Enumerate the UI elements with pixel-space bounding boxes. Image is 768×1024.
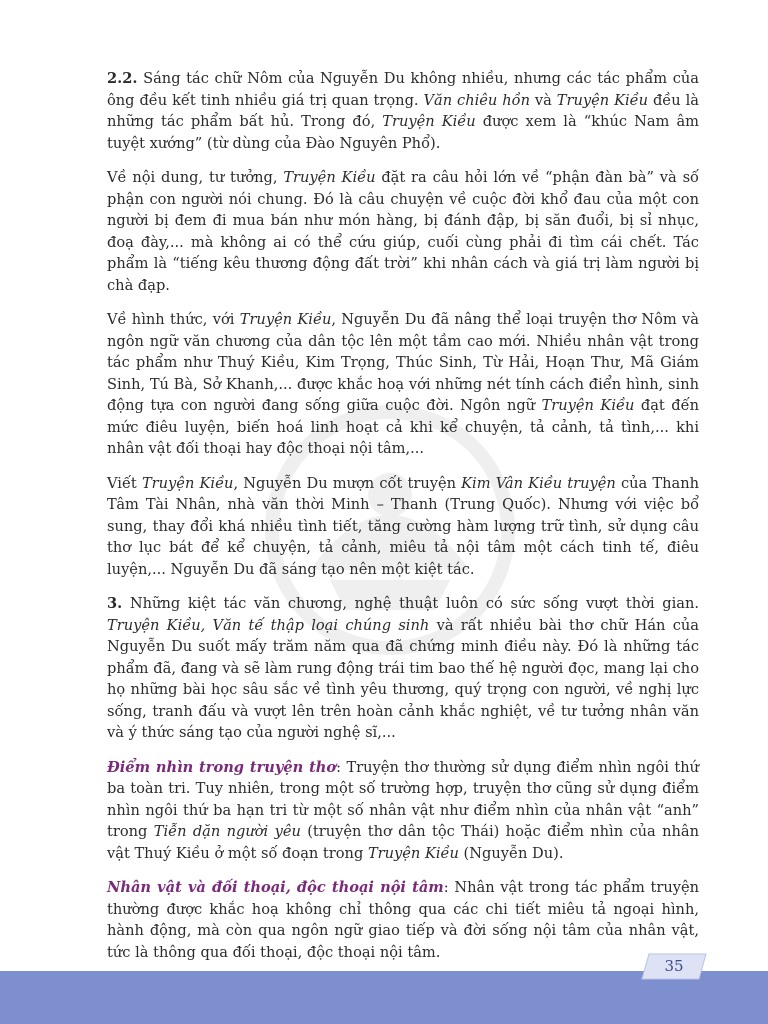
text-run: và rất nhiều bài thơ chữ Hán của Nguyễn Du suốt mấy trăm năm qua đã chứng minh điều này. Đó là những tác phẩm đã, đang và sẽ làm rung động trái tim bao thế hệ người đọc, mang lại cho họ những bài học sâu sắc về tình yêu thương, quý trọng con người, về nghị lực sống, tranh đấu và vượt lên trên hoàn cảnh khắc nghiệt, về tư tưởng nhân văn và ý thức sáng tạo của người nghệ sĩ,...	[107, 616, 699, 741]
work-title: Truyện Kiều	[239, 311, 332, 328]
work-title: Văn chiêu hồn	[423, 91, 530, 109]
section-number: 2.2.	[107, 70, 138, 87]
text-run: Những kiệt tác văn chương, nghệ thuật luôn có sức sống vượt thời gian.	[122, 595, 699, 612]
paragraph-origin	[107, 473, 699, 581]
section-number: 3.	[107, 595, 123, 612]
text-run: (truyện thơ dân tộc Thái) hoặc điểm nhìn của nhân vật Thuý Kiều ở một số đoạn trong	[107, 823, 699, 862]
work-title: Truyện Kiều	[367, 844, 459, 862]
work-title: Tiễn dặn người yêu	[153, 823, 301, 840]
text-run: , Nguyễn Du mượn cốt truyện	[233, 474, 462, 492]
text-run: đạt đến mức điêu luyện, biến hoá linh hoạt cả khi kể chuyện, tả cảnh, tả tình,... khi nhân vật đối thoại hay độc thoại nội tâm,...	[107, 397, 699, 457]
main-text	[107, 68, 699, 976]
work-title: Truyện Kiều	[541, 397, 635, 414]
text-run: , Nguyễn Du đã nâng thể loại truyện thơ Nôm và ngôn ngữ văn chương của dân tộc lên một tầm cao mới. Nhiều nhân vật trong tác phẩm như Thuý Kiều, Kim Trọng, Thúc Sinh, Từ Hải, Hoạn Thư, Mã Giám Sinh, Tú Bà, Sở Khanh,... được khắc hoạ với những nét tính cách điển hình, sinh động tựa con người đang sống giữa cuộc đời. Ngôn ngữ	[107, 311, 699, 414]
text-run: : Truyện thơ thường sử dụng điểm nhìn ngôi thứ ba toàn tri. Tuy nhiên, trong một số trường hợp, truyện thơ cũng sử dụng điểm nhìn ngôi thứ ba hạn tri từ một số nhân vật như điểm nhìn của nhân vật “anh” trong	[107, 758, 700, 840]
term-heading: Nhân vật và đối thoại, độc thoại nội tâm	[107, 879, 444, 896]
paragraph-point-of-view	[107, 757, 699, 865]
paragraph-form	[107, 309, 699, 460]
text-run: được xem là “khúc Nam âm tuyệt xướng” (từ dùng của Đào Nguyên Phổ).	[107, 113, 699, 152]
work-title: Truyện Kiều	[283, 169, 376, 186]
text-run: Viết	[107, 474, 142, 492]
text-run: : Nhân vật trong tác phẩm truyện thường được khắc hoạ không chỉ thông qua các chi tiết miêu tả ngoại hình, hành động, mà còn qua ngôn ngữ giao tiếp và đời sống nội tâm của nhân vật, tức là thông qua đối thoại, độc thoại nội tâm.	[107, 879, 699, 961]
text-run: đều là những tác phẩm bất hủ. Trong đó,	[107, 91, 699, 130]
paragraph-content	[107, 167, 699, 296]
text-run: Sáng tác chữ Nôm của Nguyễn Du không nhiều, nhưng các tác phẩm của ông đều kết tinh nhiều giá trị quan trọng.	[107, 70, 699, 109]
text-run: Về hình thức, với	[107, 311, 240, 328]
text-run: và	[529, 91, 557, 109]
work-title: Truyện Kiều	[141, 474, 234, 492]
work-title: Truyện Kiều	[382, 113, 476, 130]
work-title: Kim Vân Kiều truyện	[461, 474, 616, 492]
work-title: Truyện Kiều	[556, 91, 649, 109]
text-run: của Thanh Tâm Tài Nhân, nhà văn thời Minh – Thanh (Trung Quốc). Nhưng với việc bổ sung, thay đổi khá nhiều tình tiết, tăng cường hàm lượng trữ tình, sử dụng câu thơ lục bát để kể chuyện, tả cảnh, miêu tả nội tâm một cách tinh tế, điêu luyện,... Nguyễn Du đã sáng tạo nên một kiệt tác.	[107, 474, 700, 578]
page-number-tab	[641, 953, 707, 980]
text-run: (Nguyễn Du).	[458, 844, 564, 862]
work-title: Truyện Kiều, Văn tế thập loại chúng sinh	[107, 616, 430, 634]
paragraph-characters	[107, 877, 699, 963]
text-run: đặt ra câu hỏi lớn về “phận đàn bà” và số phận con người nói chung. Đó là câu chuyện về cuộc đời khổ đau của một con người bị đem đi mua bán như món hàng, bị đánh đập, bị săn đuổi, bị sỉ nhục, đoạ đày,... mà không ai có thể cứu giúp, cuối cùng phải đi tìm cái chết. Tác phẩm là “tiếng kêu thương động đất trời” khi nhân cách và giá trị làm người bị chà đạp.	[107, 169, 699, 294]
page-number: 35	[664, 957, 684, 975]
paragraph-2-2	[107, 68, 699, 154]
text-run: Về nội dung, tư tưởng,	[107, 169, 284, 186]
term-heading: Điểm nhìn trong truyện thơ	[107, 758, 337, 776]
paragraph-3	[107, 593, 699, 744]
